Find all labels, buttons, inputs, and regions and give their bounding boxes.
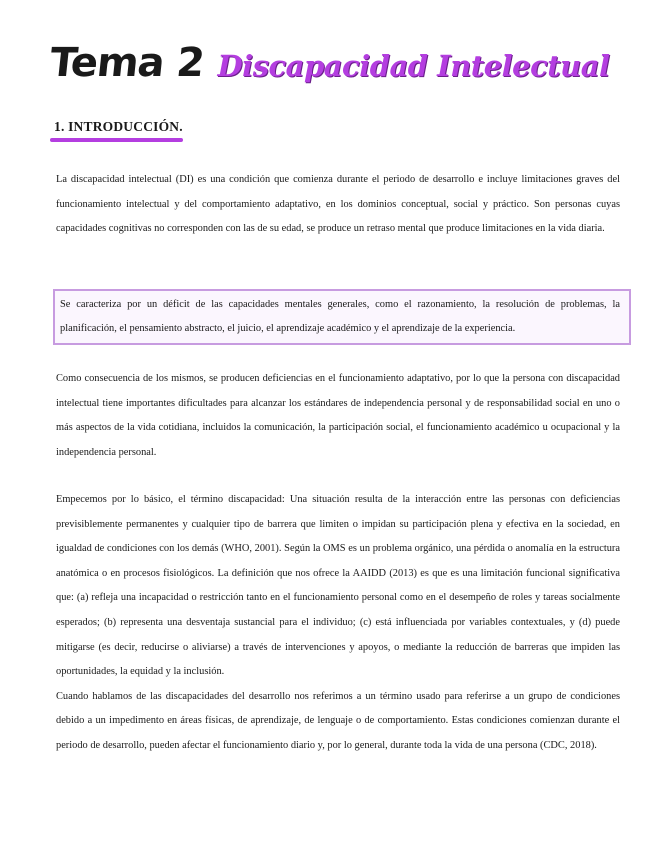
highlight-box [53,289,631,345]
paragraph-consequences: Como consecuencia de los mismos, se producen deficiencias en el funcionamiento adaptativo, por lo que la persona con discapacidad intelectual tiene importantes dificultades para alcanzar los estándares de independencia personal y de responsabilidad social en uno o más aspectos de la vida cotidiana, incluidos la comunicación, la participación social, el funcionamiento académico u ocupacional y la independencia personal. [56,373,620,458]
callout-text: Se caracteriza por un déficit de las capacidades mentales generales, como el razonamiento, la resolución de problemas, la planificación, el pensamiento abstracto, el juicio, el aprendizaje académico y el aprendizaje de la experiencia. [60,299,620,334]
title-tema: Tema 2 [47,40,206,86]
paragraph-group [56,488,620,759]
paragraph-intro: La discapacidad intelectual (DI) es una condición que comienza durante el periodo de desarrollo e incluye limitaciones graves del funcionamiento intelectual y del comportamiento adaptativo, en los dominios conceptual, social y práctico. Son personas cuyas capacidades cognitivas no corresponden con las de su edad, se produce un retraso mental que produce limitaciones en la vida diaria. [56,174,620,235]
page-title [47,40,610,92]
paragraph-developmental: Cuando hablamos de las discapacidades del desarrollo nos referimos a un término usado para referirse a un grupo de condiciones debido a un impedimento en áreas físicas, de aprendizaje, de lenguaje o de comportamiento. Estas condiciones comienzan durante el periodo de desarrollo, pueden afectar el funcionamiento diario y, por lo general, durante toda la vida de una persona (CDC, 2018). [56,690,620,751]
paragraph-definition: Empecemos por lo básico, el término discapacidad: Una situación resulta de la interacción entre las personas con deficiencias previsiblemente permanentes y cualquier tipo de barrera que limiten o impidan su participación plena y efectiva en la sociedad, en igualdad de condiciones con los demás (WHO, 2001). Según la OMS es un problema orgánico, una pérdida o anomalía en la estructura anatómica o en procesos fisiológicos. La definición que nos ofrece la AAIDD (2013) es que es una limitación funcional significativa que: (a) refleja una incapacidad o restricción tanto en el funcionamiento personal como en el desempeño de roles y tareas socialmente esperados; (b) representa una desventaja sustancial para el individuo; (c) está influenciada por variables contextuales, y (d) puede mitigarse (es decir, reducirse o aliviarse) a través de intervenciones y apoyos, o mediante la reducción de barreras que impiden las oportunidades, la equidad y la inclusión. [56,494,620,678]
heading-underline [50,138,183,142]
title-subtitle: Discapacidad Intelectual [217,49,610,83]
section-heading: 1. INTRODUCCIÓN. [54,119,183,134]
